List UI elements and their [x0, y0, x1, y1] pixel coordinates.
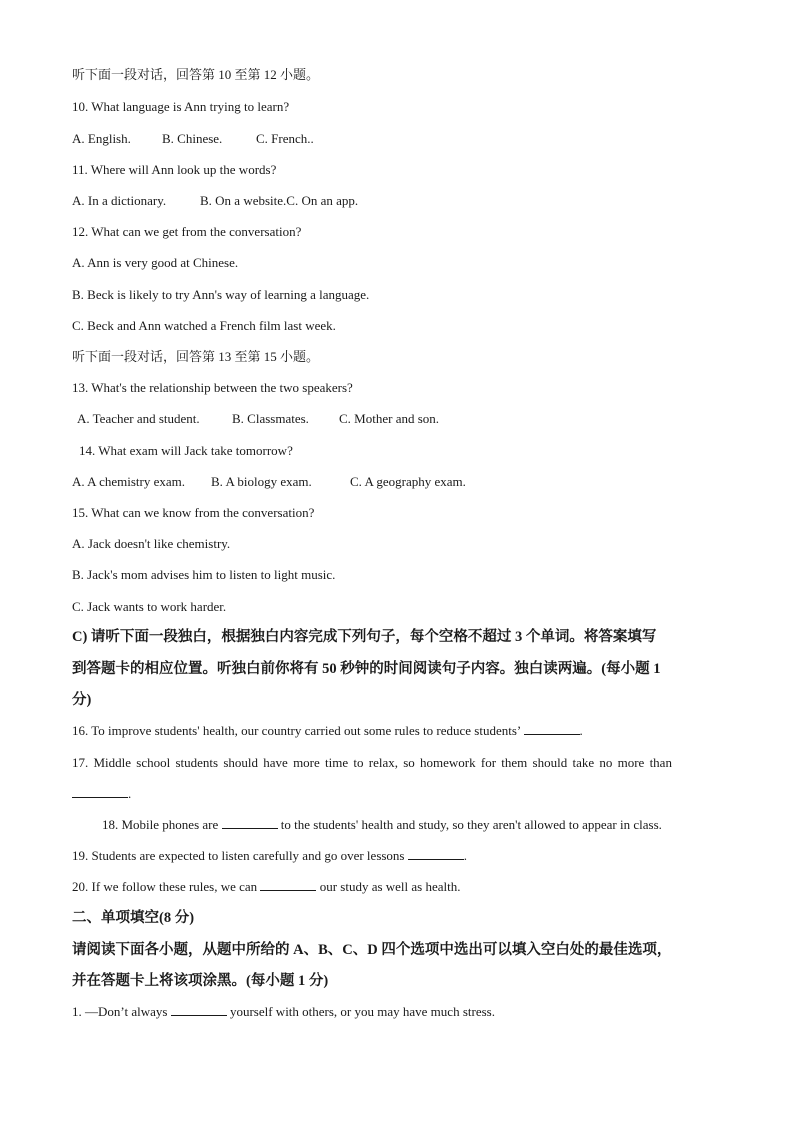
q12-stem: 12. What can we get from the conversation?: [72, 224, 302, 239]
section-2-instructions-2: 并在答题卡上将该项涂黑。(每小题 1 分): [72, 973, 329, 989]
q16-text: 16. To improve students' health, our country carried out some rules to reduce students’: [72, 723, 524, 738]
q10-option-c: C. French..: [256, 131, 314, 146]
q10-options: [72, 130, 314, 148]
q15-option-a: A. Jack doesn't like chemistry.: [72, 536, 231, 551]
q12-option-a: A. Ann is very good at Chinese.: [72, 255, 239, 270]
section-intro-10-12: 听下面一段对话，回答第 10 至第 12 小题。: [72, 67, 320, 82]
q20-blank: [260, 878, 316, 891]
q10-option-a: A. English.: [72, 131, 131, 146]
q10-stem: 10. What language is Ann trying to learn?: [72, 99, 290, 114]
q18-end: to the students' health and study, so they aren't allowed to appear in class.: [277, 817, 662, 832]
q12-option-c: C. Beck and Ann watched a French film last week.: [72, 318, 336, 333]
section-intro-13-15: 听下面一段对话，回答第 13 至第 15 小题。: [72, 349, 320, 364]
q11-option-a: A. In a dictionary.: [72, 193, 167, 208]
q14-option-a: A. A chemistry exam.: [72, 474, 186, 489]
q15-stem: 15. What can we know from the conversation?: [72, 505, 315, 520]
q20-text: 20. If we follow these rules, we can: [72, 879, 261, 894]
q1: [72, 1003, 495, 1021]
q17-end: .: [128, 786, 132, 801]
q13-option-b: B. Classmates.: [232, 411, 309, 426]
q16: [72, 722, 583, 740]
q14-option-b: B. A biology exam.: [211, 474, 312, 489]
q19: [72, 847, 467, 865]
q19-text: 19. Students are expected to listen carefully and go over lessons: [72, 848, 408, 863]
q19-blank: [408, 847, 464, 860]
q13-option-a: A. Teacher and student.: [77, 411, 200, 426]
q12-option-b: B. Beck is likely to try Ann's way of learning a language.: [72, 287, 370, 302]
q19-end: .: [463, 848, 467, 863]
part-c-instructions-1: C) 请听下面一段独白，根据独白内容完成下列句子，每个空格不超过 3 个单词。将答案填写: [72, 629, 657, 645]
q20: [72, 878, 461, 896]
part-c-instructions-2: 到答题卡的相应位置。听独白前你将有 50 秒钟的时间阅读句子内容。独白读两遍。(每小题 1: [72, 661, 661, 677]
q17: 17. Middle school students should have more time to relax, so homework for them should take no more than: [72, 755, 672, 770]
q14-option-c: C. A geography exam.: [350, 474, 466, 489]
q1-blank: [171, 1003, 227, 1016]
q16-end: .: [579, 723, 583, 738]
section-2-title: 二、单项填空(8 分): [72, 910, 195, 926]
q1-text: 1. —Don’t always: [72, 1004, 171, 1019]
q11-stem: 11. Where will Ann look up the words?: [72, 162, 277, 177]
q18: [102, 816, 662, 834]
q18-text: 18. Mobile phones are: [102, 817, 222, 832]
part-c-instructions-3: 分): [72, 692, 92, 708]
q14-options: [72, 473, 466, 491]
q13-option-c: C. Mother and son.: [339, 411, 440, 426]
q10-option-b: B. Chinese.: [162, 131, 223, 146]
q17-continuation: [72, 785, 131, 803]
q14-stem: 14. What exam will Jack take tomorrow?: [79, 443, 293, 458]
q11-options: [72, 192, 359, 210]
section-2-instructions-1: 请阅读下面各小题，从题中所给的 A、B、C、D 四个选项中选出可以填入空白处的最佳选项，: [72, 942, 672, 958]
q15-option-c: C. Jack wants to work harder.: [72, 599, 227, 614]
q15-option-b: B. Jack's mom advises him to listen to light music.: [72, 567, 336, 582]
q17-blank: [72, 785, 128, 798]
q11-option-bc: B. On a website.C. On an app.: [200, 193, 359, 208]
q1-end: yourself with others, or you may have much stress.: [226, 1004, 495, 1019]
q16-blank: [524, 722, 580, 735]
q13-stem: 13. What's the relationship between the two speakers?: [72, 380, 353, 395]
q13-options: [77, 410, 440, 428]
q20-end: our study as well as health.: [316, 879, 461, 894]
q18-blank: [222, 816, 278, 829]
